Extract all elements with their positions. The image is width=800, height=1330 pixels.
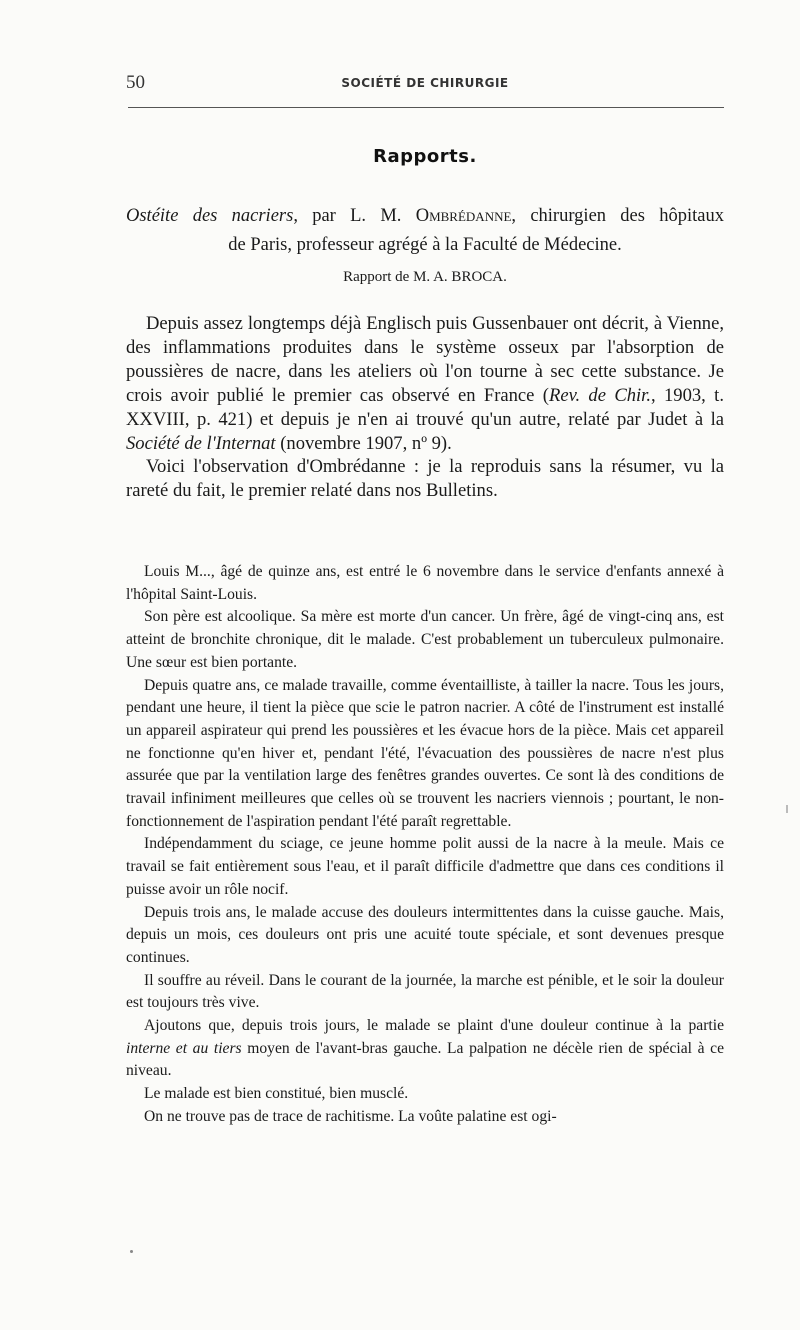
text-run: , 1903, t. XXVIII, p. 421) et depuis je n'en ai trouvé qu'un autre, relaté par Judet à la xyxy=(126,384,724,430)
running-head: SOCIÉTÉ DE CHIRURGIE xyxy=(341,76,509,90)
print-speck xyxy=(130,1250,133,1253)
observation-paragraph: Il souffre au réveil. Dans le courant de la journée, la marche est pénible, et le soir la douleur est toujours très vive. xyxy=(126,971,724,1012)
italic-phrase: interne et au tiers xyxy=(126,1039,242,1057)
main-paragraph-2: Voici l'observation d'Ombrédanne : je la reproduis sans la résumer, vu la rareté du fait, le premier relaté dans nos Bulletins. xyxy=(126,456,724,502)
header-rule xyxy=(128,107,724,108)
observation-paragraph: Depuis quatre ans, ce malade travaille, comme éventailliste, à tailler la nacre. Tous les jours, pendant une heure, il tient la pièce que scie le patron nacrier. A côté de l'instrument est installé un appareil aspirateur qui prend les poussières et les évacue hors de la pièce. Mais cet appareil ne fonctionne qu'en hiver et, pendant l'été, l'évacuation des poussières de nacre n'est plus assurée que par la ventilation large des fenêtres grandes ouvertes. Ce sont là des conditions de travail infiniment meilleures que celles où se trouvent les nacriers viennois ; pourtant, le non-fonctionnement de l'aspiration pendant l'été paraît regrettable. xyxy=(126,676,724,830)
main-text xyxy=(126,312,724,503)
report-heading-line-2: de Paris, professeur agrégé à la Faculté de Médecine. xyxy=(228,235,622,255)
journal-citation: Rev. de Chir. xyxy=(548,384,652,406)
report-heading xyxy=(126,202,724,260)
section-title: Rapports. xyxy=(373,146,477,167)
report-by-prefix: , par L. M. xyxy=(293,206,416,226)
observation-paragraph: On ne trouve pas de trace de rachitisme. La voûte palatine est ogi- xyxy=(144,1107,557,1125)
text-run: (novembre 1907, nº 9). xyxy=(275,432,452,454)
text-run: moyen de l'avant-bras gauche. La palpation ne décèle rien de spécial à ce niveau. xyxy=(126,1039,724,1080)
report-author-suffix: , chirurgien des hôpitaux xyxy=(511,206,725,226)
observation-paragraph: Depuis trois ans, le malade accuse des douleurs intermittentes dans la cuisse gauche. Mais, depuis un mois, ces douleurs ont pris une acuité toute spéciale, et sont devenues presque continues. xyxy=(126,903,724,966)
text-run: Ajoutons que, depuis trois jours, le malade se plaint d'une douleur continue à la partie xyxy=(144,1017,724,1035)
page-number: 50 xyxy=(126,72,145,93)
report-heading-line-1 xyxy=(126,202,724,231)
observation-paragraph: Indépendamment du sciage, ce jeune homme polit aussi de la nacre à la meule. Mais ce travail se fait entièrement sous l'eau, et il paraît difficile d'admettre que dans ces conditions il puisse avoir un rôle nocif. xyxy=(126,835,724,898)
report-author: Ombrédanne xyxy=(415,206,512,226)
text-run: Depuis assez longtemps déjà Englisch puis Gussenbauer ont décrit, à Vienne, des inflammations produites dans le système osseux par l'absorption de poussières de nacre, dans les ateliers où l'on tourne à sec cette substance. Je crois avoir publié le premier cas observé en France ( xyxy=(126,313,724,406)
observation-text xyxy=(126,561,724,1129)
main-paragraph-1 xyxy=(126,312,724,455)
print-speck xyxy=(786,805,788,813)
observation-paragraph: Son père est alcoolique. Sa mère est morte d'un cancer. Un frère, âgé de vingt-cinq ans, est atteint de bronchite chronique, dit le malade. C'est probablement un tuberculeux pulmonaire. Une sœur est bien portante. xyxy=(126,608,724,671)
society-citation: Société de l'Internat xyxy=(126,432,276,454)
observation-paragraph xyxy=(126,1015,724,1083)
page-header xyxy=(126,72,724,96)
observation-paragraph: Le malade est bien constitué, bien musclé. xyxy=(144,1085,409,1103)
observation-paragraph: Louis M..., âgé de quinze ans, est entré le 6 novembre dans le service d'enfants annexé à l'hôpital Saint-Louis. xyxy=(126,563,724,603)
report-title: Ostéite des nacriers xyxy=(126,206,294,226)
rapport-by: Rapport de M. A. BROCA. xyxy=(343,269,507,285)
